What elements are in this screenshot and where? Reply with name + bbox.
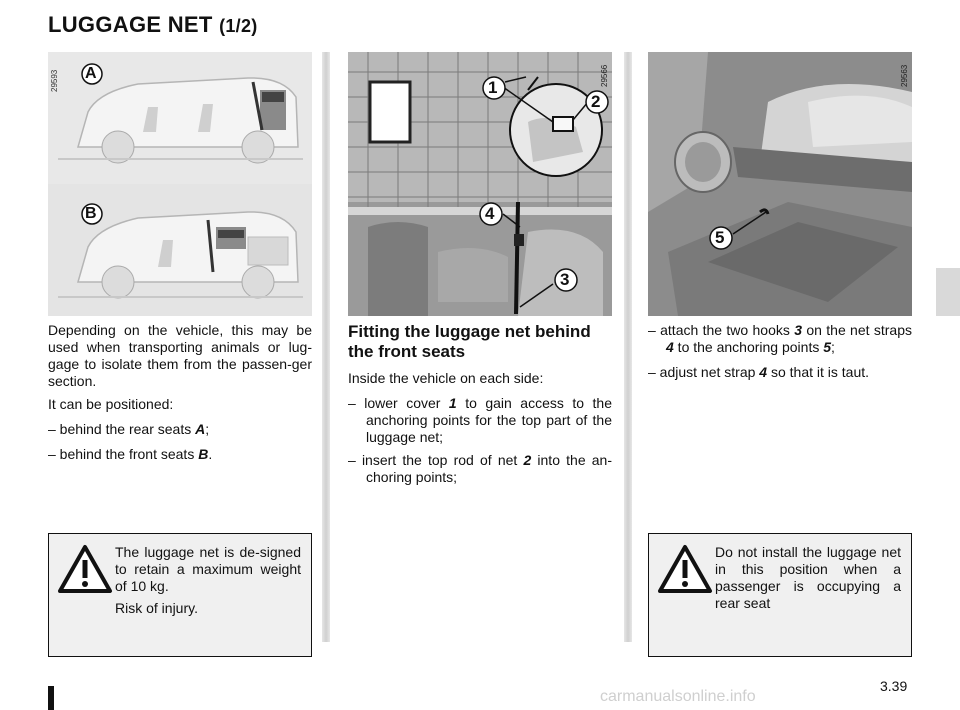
list-item-text: – insert the top rod of net [348, 452, 524, 468]
ref-1: 1 [448, 395, 457, 411]
image-code: 29566 [600, 64, 609, 87]
section-heading: Fitting the luggage net behind the front seats [348, 322, 591, 361]
column-1 [48, 322, 312, 463]
list-item-text: to the anchoring points [673, 339, 824, 355]
column-3 [648, 322, 912, 381]
callout-label-5: 5 [715, 228, 725, 247]
warning-triangle-icon [57, 544, 113, 594]
ref-a: A [195, 421, 206, 437]
list-item-text: – behind the rear seats [48, 421, 196, 437]
warning-risk: Risk of injury. [115, 600, 198, 616]
list-item-text: so that it is taut. [767, 364, 870, 380]
callout-label-a: A [85, 65, 97, 82]
section-intro: Inside the vehicle on each side: [348, 370, 544, 386]
warning-text: Do not install the luggage net in this position when a passenger is occupying a rear seat [715, 544, 901, 611]
column-divider [624, 52, 632, 642]
illustration-net-positions [48, 52, 312, 316]
list-item-text: on the net straps [802, 322, 912, 338]
list-item [48, 421, 312, 438]
column-2 [348, 322, 612, 486]
ref-2: 2 [523, 452, 532, 468]
intro-paragraph: Depending on the vehicle, this may be used when transporting animals or lug-gage to isolate them from the passen-ger section. [48, 322, 312, 389]
ref-5: 5 [823, 339, 832, 355]
image-code: 29563 [900, 64, 909, 87]
image-code: 29593 [50, 69, 59, 92]
list-item-text: – behind the front seats [48, 446, 199, 462]
list-item [348, 395, 612, 446]
ref-b: B [198, 446, 209, 462]
callout-label-b: B [85, 205, 97, 222]
ref-3: 3 [794, 322, 803, 338]
list-item [648, 364, 912, 381]
warning-triangle-icon [657, 544, 713, 594]
list-item-text: to gain access to the anchoring points for the top part of the luggage net; [366, 395, 612, 445]
callout-label-3: 3 [560, 270, 570, 289]
positioned-text: It can be positioned: [48, 396, 174, 412]
watermark: carmanualsonline.info [600, 688, 756, 705]
list-item-text: – attach the two hooks [648, 322, 795, 338]
list-item [648, 322, 912, 356]
page-title [48, 12, 258, 38]
list-item-end: ; [205, 421, 210, 437]
list-item-text: into the an-choring points; [366, 452, 613, 485]
warning-text: The luggage net is de-signed to retain a maximum weight of 10 kg. [115, 544, 301, 594]
callout-label-4: 4 [485, 204, 495, 223]
list-item [348, 452, 612, 486]
illustration-anchoring-point [648, 52, 912, 316]
list-item-end: ; [831, 339, 835, 355]
ref-4: 4 [666, 339, 674, 355]
list-item-text: – lower cover [348, 395, 449, 411]
list-item-text: – adjust net strap [648, 364, 760, 380]
list-item [48, 446, 312, 463]
chapter-tab [936, 268, 960, 316]
callout-label-2: 2 [591, 92, 601, 111]
ref-4: 4 [759, 364, 768, 380]
column-divider [322, 52, 330, 642]
callout-label-1: 1 [488, 78, 498, 97]
list-item-end: . [208, 446, 213, 462]
warning-box-passenger [648, 533, 912, 657]
illustration-net-front-seats [348, 52, 612, 316]
title-main: LUGGAGE NET [48, 12, 213, 37]
warning-box-weight [48, 533, 312, 657]
footer-bar [48, 686, 54, 710]
page-number: 3.39 [880, 678, 908, 694]
title-suffix: (1/2) [219, 16, 258, 36]
